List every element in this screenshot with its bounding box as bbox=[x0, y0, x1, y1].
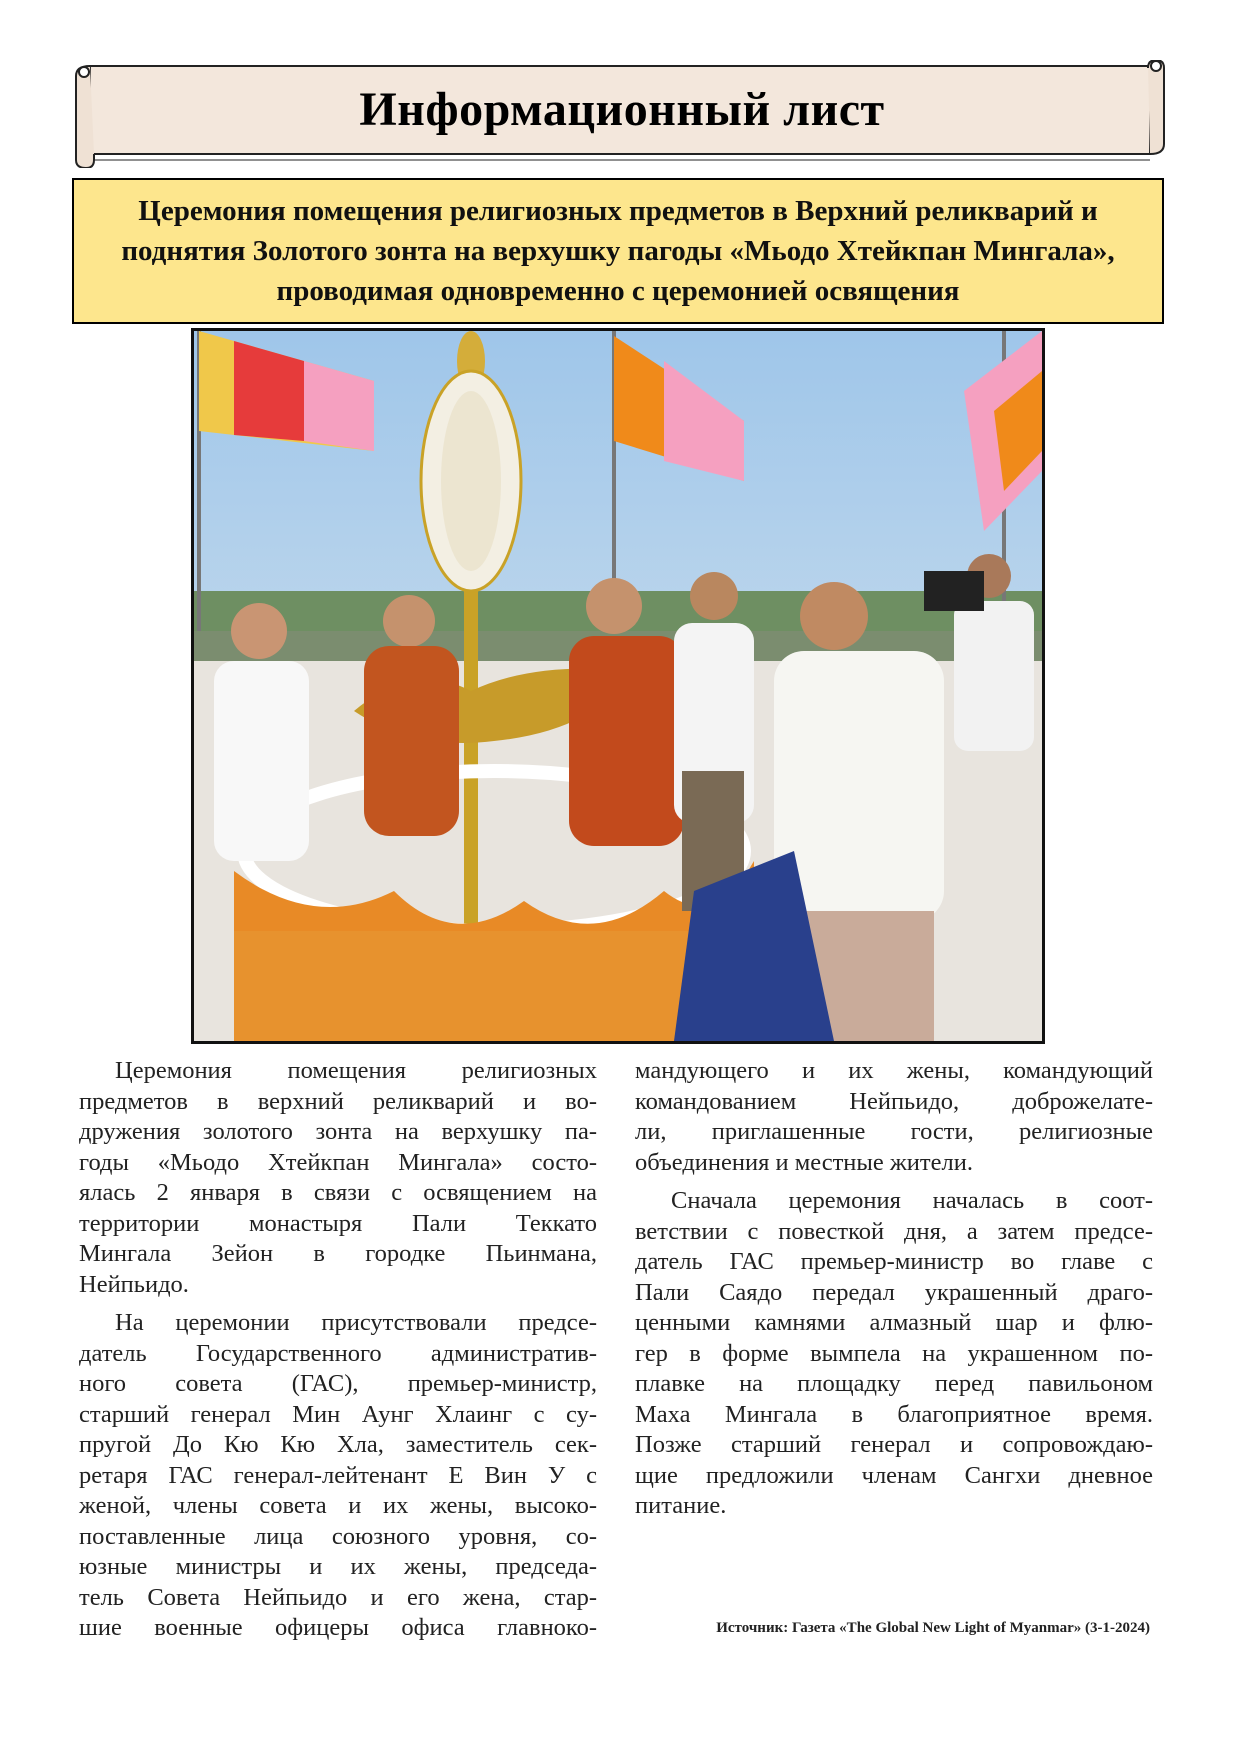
article-line: плавке на площадку перед павильоном bbox=[635, 1370, 1153, 1397]
article-line: питание. bbox=[635, 1492, 727, 1519]
headline-line-1: Церемония помещения религиозных предметов в Верхний реликварий и bbox=[138, 195, 1098, 227]
article-line: ялась 2 января в связи с освящением на bbox=[79, 1179, 597, 1206]
article-column-right bbox=[635, 1056, 1153, 1522]
headline-line-3: проводимая одновременно с церемонией освящения bbox=[276, 275, 960, 307]
article-line: Мингала Зейон в городке Пьинмана, bbox=[79, 1240, 597, 1267]
article-line: предметов в верхний реликварий и во- bbox=[79, 1087, 597, 1115]
article-line: На церемонии присутствовали предсе- bbox=[115, 1309, 597, 1336]
article-line: поставленные лица союзного уровня, со- bbox=[79, 1522, 597, 1550]
article-line: ветствии с повесткой дня, а затем предсе- bbox=[635, 1217, 1153, 1245]
article-line: юзные министры и их жены, председа- bbox=[79, 1553, 597, 1580]
article-line: Сначала церемония началась в соот- bbox=[671, 1187, 1153, 1214]
article-line: женой, члены совета и их жены, высоко- bbox=[79, 1492, 597, 1519]
article-line: территории монастыря Пали Теккато bbox=[79, 1209, 597, 1237]
article-line: датель Государственного административ- bbox=[79, 1339, 597, 1367]
source-citation: Источник: Газета «The Global New Light of Myanmar» (3-1-2024) bbox=[716, 1620, 1150, 1636]
headline-line-2: поднятия Золотого зонта на верхушку пагоды «Мьодо Хтейкпан Мингала», bbox=[121, 235, 1115, 267]
article-line: Маха Мингала в благоприятное время. bbox=[635, 1400, 1153, 1428]
article-line: старший генерал Мин Аунг Хлаинг с су- bbox=[79, 1400, 597, 1428]
ceremony-photo bbox=[191, 328, 1045, 1044]
article-line: щие предложили членам Сангхи дневное bbox=[635, 1461, 1153, 1489]
article-line: объединения и местные жители. bbox=[635, 1148, 973, 1176]
article-line: дружения золотого зонта на верхушку па- bbox=[79, 1118, 597, 1145]
headline-box bbox=[72, 178, 1164, 324]
article-line: командованием Нейпьидо, доброжелате- bbox=[635, 1087, 1153, 1115]
article-column-left bbox=[79, 1056, 597, 1644]
article-line: гер в форме вымпела на украшенном по- bbox=[635, 1339, 1153, 1367]
article-line: пругой До Кю Кю Хла, заместитель сек- bbox=[79, 1431, 597, 1458]
article-line: шие военные офицеры офиса главноко- bbox=[79, 1614, 597, 1641]
article-line: Позже старший генерал и сопровождаю- bbox=[635, 1431, 1153, 1458]
article-line: Церемония помещения религиозных bbox=[115, 1057, 597, 1084]
article-line: ценными камнями алмазный шар и флю- bbox=[635, 1309, 1153, 1336]
article-line: ретаря ГАС генерал-лейтенант Е Вин У с bbox=[79, 1461, 597, 1489]
article-line: мандующего и их жены, командующий bbox=[635, 1057, 1153, 1084]
article-line: годы «Мьодо Хтейкпан Мингала» состо- bbox=[79, 1148, 597, 1176]
article-line: Пали Саядо передал украшенный драго- bbox=[635, 1278, 1153, 1306]
page-title: Информационный лист bbox=[359, 83, 885, 136]
article-line: Нейпьидо. bbox=[79, 1270, 189, 1298]
article-line: датель ГАС премьер-министр во главе с bbox=[635, 1248, 1153, 1275]
article-line: тель Совета Нейпьидо и его жена, стар- bbox=[79, 1583, 597, 1611]
title-banner bbox=[72, 60, 1172, 168]
article-line: ли, приглашенные гости, религиозные bbox=[635, 1118, 1153, 1145]
article-line: ного совета (ГАС), премьер-министр, bbox=[79, 1370, 597, 1397]
